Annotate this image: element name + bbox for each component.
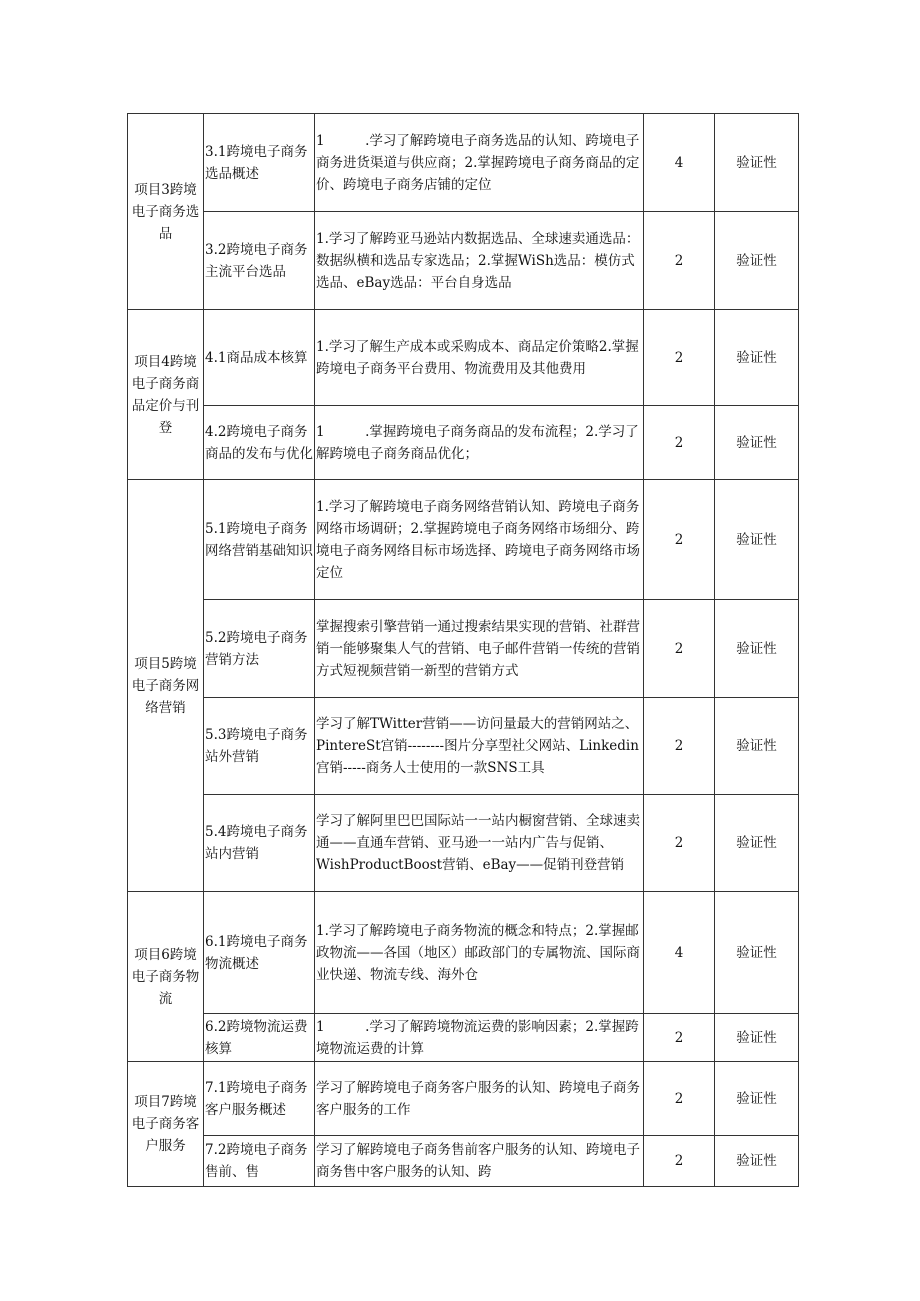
- course-syllabus-table: [127, 113, 799, 1187]
- type-cell: 验证性: [715, 600, 799, 698]
- hours-cell: 2: [644, 600, 715, 698]
- type-cell: 验证性: [715, 480, 799, 600]
- type-cell: 验证性: [715, 1014, 799, 1062]
- content-cell: 1.学习了解跨亚马逊站内数据选品、全球速卖通选品：数据纵横和选品专家选品；2.掌握WiSh选品：模仿式选品、eBay选品：平台自身选品: [315, 212, 644, 310]
- content-cell: 学习了解跨境电子商务客户服务的认知、跨境电子商务客户服务的工作: [315, 1062, 644, 1136]
- type-cell: 验证性: [715, 310, 799, 406]
- topic-cell: 5.2跨境电子商务营销方法: [204, 600, 315, 698]
- hours-cell: 2: [644, 212, 715, 310]
- type-cell: 验证性: [715, 406, 799, 480]
- table-row: [128, 600, 799, 698]
- table-row: [128, 480, 799, 600]
- topic-cell: 5.1跨境电子商务网络营销基础知识: [204, 480, 315, 600]
- hours-cell: 2: [644, 480, 715, 600]
- topic-cell: 6.2跨境物流运费核算: [204, 1014, 315, 1062]
- content-cell: 1.学习了解跨境电子商务网络营销认知、跨境电子商务网络市场调研；2.掌握跨境电子商务网络市场细分、跨境电子商务网络目标市场选择、跨境电子商务网络市场定位: [315, 480, 644, 600]
- hours-cell: 2: [644, 795, 715, 892]
- content-cell: 学习了解跨境电子商务售前客户服务的认知、跨境电子商务售中客户服务的认知、跨: [315, 1136, 644, 1187]
- hours-cell: 2: [644, 1014, 715, 1062]
- content-cell: 1 .学习了解跨境电子商务选品的认知、跨境电子商务进货渠道与供应商；2.掌握跨境电子商务商品的定价、跨境电子商务店铺的定位: [315, 114, 644, 212]
- topic-cell: 3.2跨境电子商务主流平台选品: [204, 212, 315, 310]
- type-cell: 验证性: [715, 212, 799, 310]
- table-row: [128, 114, 799, 212]
- table-row: [128, 406, 799, 480]
- content-cell: 1.学习了解跨境电子商务物流的概念和特点；2.掌握邮政物流——各国（地区）邮政部门的专属物流、国际商业快递、物流专线、海外仓: [315, 892, 644, 1014]
- project-cell: 项目7跨境电子商务客户服务: [128, 1062, 204, 1187]
- content-cell: 1.学习了解生产成本或采购成本、商品定价策略2.掌握跨境电子商务平台费用、物流费用及其他费用: [315, 310, 644, 406]
- type-cell: 验证性: [715, 698, 799, 795]
- hours-cell: 2: [644, 1136, 715, 1187]
- project-cell: 项目5跨境电子商务网络营销: [128, 480, 204, 892]
- topic-cell: 3.1跨境电子商务选品概述: [204, 114, 315, 212]
- hours-cell: 2: [644, 698, 715, 795]
- table-row: [128, 212, 799, 310]
- topic-cell: 5.4跨境电子商务站内营销: [204, 795, 315, 892]
- type-cell: 验证性: [715, 892, 799, 1014]
- project-cell: 项目4跨境电子商务商品定价与刊登: [128, 310, 204, 480]
- project-cell: 项目6跨境电子商务物流: [128, 892, 204, 1062]
- table-row: [128, 698, 799, 795]
- table-row: [128, 310, 799, 406]
- hours-cell: 2: [644, 310, 715, 406]
- content-cell: 学习了解TWitter营销——访问量最大的营销网站之、PintereSt宫销--------图片分享型社父网站、Linkedin宫销-----商务人士使用的一款SNS工具: [315, 698, 644, 795]
- type-cell: 验证性: [715, 1062, 799, 1136]
- content-cell: 掌握搜索引擎营销一通过搜索结果实现的营销、社群营销一能够聚集人气的营销、电子邮件营销一传统的营销方式短视频营销一新型的营销方式: [315, 600, 644, 698]
- content-cell: 学习了解阿里巴巴国际站一一站内橱窗营销、全球速卖通——直通车营销、亚马逊一一站内广告与促销、WishProductBoost营销、eBay——促销刊登营销: [315, 795, 644, 892]
- project-cell: 项目3跨境电子商务选品: [128, 114, 204, 310]
- content-cell: 1 .掌握跨境电子商务商品的发布流程；2.学习了解跨境电子商务商品优化；: [315, 406, 644, 480]
- type-cell: 验证性: [715, 795, 799, 892]
- topic-cell: 7.2跨境电子商务售前、售: [204, 1136, 315, 1187]
- hours-cell: 4: [644, 892, 715, 1014]
- table-row: [128, 1062, 799, 1136]
- content-cell: 1 .学习了解跨境物流运费的影响因素；2.掌握跨境物流运费的计算: [315, 1014, 644, 1062]
- topic-cell: 6.1跨境电子商务物流概述: [204, 892, 315, 1014]
- table-row: [128, 795, 799, 892]
- type-cell: 验证性: [715, 114, 799, 212]
- table-row: [128, 892, 799, 1014]
- hours-cell: 2: [644, 406, 715, 480]
- hours-cell: 2: [644, 1062, 715, 1136]
- table-row: [128, 1014, 799, 1062]
- topic-cell: 7.1跨境电子商务客户服务概述: [204, 1062, 315, 1136]
- topic-cell: 4.2跨境电子商务商品的发布与优化: [204, 406, 315, 480]
- hours-cell: 4: [644, 114, 715, 212]
- topic-cell: 5.3跨境电子商务站外营销: [204, 698, 315, 795]
- type-cell: 验证性: [715, 1136, 799, 1187]
- table-row: [128, 1136, 799, 1187]
- topic-cell: 4.1商品成本核算: [204, 310, 315, 406]
